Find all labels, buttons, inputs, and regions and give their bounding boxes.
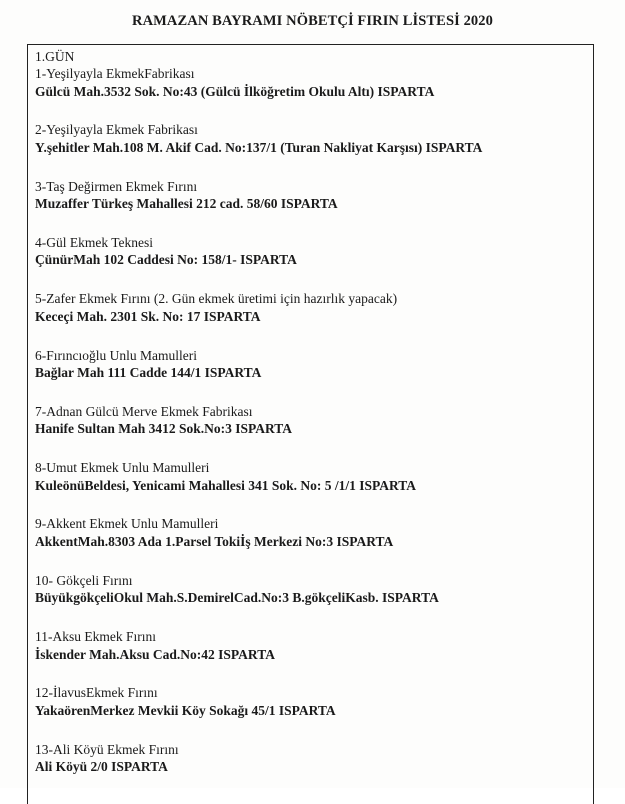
bakery-address: ÇünürMah 102 Caddesi No: 158/1- ISPARTA bbox=[35, 252, 297, 268]
bakery-address: Gülcü Mah.3532 Sok. No:43 (Gülcü İlköğretim Okulu Altı) ISPARTA bbox=[35, 83, 435, 99]
list-item bbox=[35, 628, 275, 663]
bakery-name: 5-Zafer Ekmek Fırını (2. Gün ekmek üretimi için hazırlık yapacak) bbox=[35, 291, 398, 307]
bakery-address: KuleönüBeldesi, Yenicami Mahallesi 341 Sok. No: 5 /1/1 ISPARTA bbox=[35, 477, 417, 493]
bakery-address: Keceçi Mah. 2301 Sk. No: 17 ISPARTA bbox=[35, 308, 261, 324]
bakery-address: Bağlar Mah 111 Cadde 144/1 ISPARTA bbox=[35, 365, 262, 380]
list-item bbox=[35, 741, 179, 776]
bakery-address: BüyükgökçeliOkul Mah.S.DemirelCad.No:3 B.gökçeliKasb. ISPARTA bbox=[35, 590, 439, 606]
bakery-name: 1-Yeşilyayla EkmekFabrikası bbox=[35, 66, 195, 81]
list-item bbox=[35, 572, 439, 607]
list-item bbox=[35, 459, 416, 494]
list-item bbox=[35, 65, 434, 100]
bakery-address: AkkentMah.8303 Ada 1.Parsel Tokiİş Merkezi No:3 ISPARTA bbox=[35, 533, 394, 549]
bakery-name: 7-Adnan Gülcü Merve Ekmek Fabrikası bbox=[35, 403, 253, 419]
bakery-address: Ali Köyü 2/0 ISPARTA bbox=[35, 759, 168, 775]
document-title: RAMAZAN BAYRAMI NÖBETÇİ FIRIN LİSTESİ 2020 bbox=[132, 13, 493, 29]
bakery-name: 6-Fırıncıoğlu Unlu Mamulleri bbox=[35, 347, 197, 363]
bakery-name: 9-Akkent Ekmek Unlu Mamulleri bbox=[35, 516, 219, 532]
list-item bbox=[35, 684, 336, 719]
bakery-name: 12-İlavusEkmek Fırını bbox=[35, 685, 158, 701]
day-label: 1.GÜN bbox=[35, 49, 75, 64]
list-item bbox=[35, 515, 393, 550]
bakery-address: YakaörenMerkez Mevkii Köy Sokağı 45/1 ISPARTA bbox=[35, 702, 336, 718]
bakery-address: Muzaffer Türkeş Mahallesi 212 cad. 58/60 ISPARTA bbox=[35, 196, 338, 212]
bakery-name: 3-Taş Değirmen Ekmek Fırını bbox=[35, 178, 198, 194]
bakery-name: 8-Umut Ekmek Unlu Mamulleri bbox=[35, 460, 210, 476]
bakery-name: 11-Aksu Ekmek Fırını bbox=[35, 629, 156, 644]
list-item bbox=[35, 347, 261, 382]
list-item bbox=[35, 178, 338, 213]
list-item bbox=[35, 121, 482, 156]
bakery-address: İskender Mah.Aksu Cad.No:42 ISPARTA bbox=[35, 646, 275, 662]
list-item bbox=[35, 290, 397, 325]
bakery-address: Hanife Sultan Mah 3412 Sok.No:3 ISPARTA bbox=[35, 421, 293, 437]
bakery-address: Y.şehitler Mah.108 M. Akif Cad. No:137/1 (Turan Nakliyat Karşısı) ISPARTA bbox=[35, 139, 483, 155]
bakery-name: 2-Yeşilyayla Ekmek Fabrikası bbox=[35, 122, 198, 138]
bakery-name: 10- Gökçeli Fırını bbox=[35, 572, 133, 588]
bakery-name: 4-Gül Ekmek Teknesi bbox=[35, 234, 154, 250]
bakery-name: 13-Ali Köyü Ekmek Fırını bbox=[35, 741, 179, 757]
list-item bbox=[35, 234, 297, 269]
list-item bbox=[35, 403, 292, 438]
